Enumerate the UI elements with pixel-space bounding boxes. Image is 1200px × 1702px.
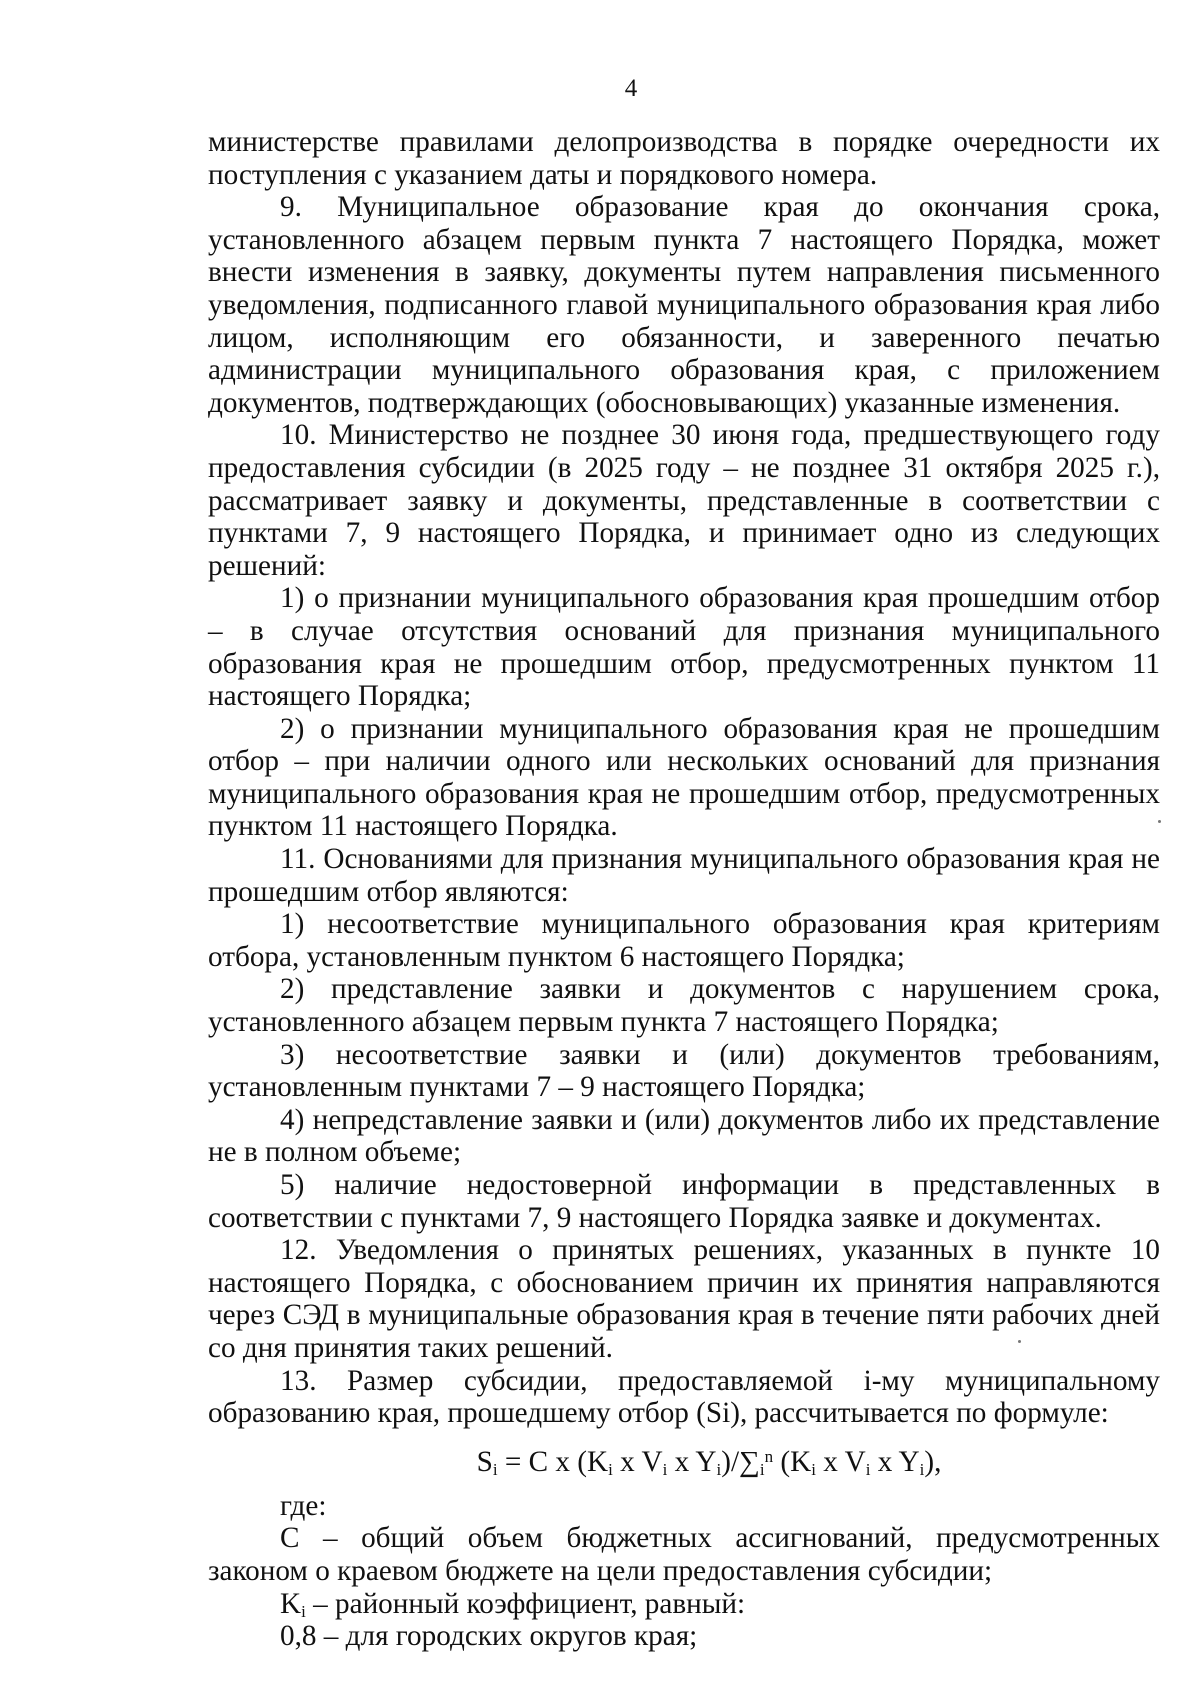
paragraph-11-item-3: 3) несоответствие заявки и (или) документов требованиям, установленным пунктами 7 – 9 настоящего Порядка;	[208, 1038, 1160, 1104]
k-value-urban-districts: 0,8 – для городских округов края;	[280, 1620, 698, 1653]
subsidy-formula: $S_i = C$ x ($K_i$ x $V_i$ x $Y_i)/\sum_i^n$ ($K_i$ x $V_i$ x $Y_i$),	[476, 1445, 942, 1479]
paragraph-12: 12. Уведомления о принятых решениях, указанных в пункте 10 настоящего Порядка, с обоснованием причин их принятия направляются через СЭД в муниципальные образования края в течение пяти рабочих дней со дня принятия таких решений.	[208, 1234, 1160, 1364]
paragraph-11-item-5: 5) наличие недостоверной информации в представленных в соответствии с пунктами 7, 9 настоящего Порядка заявке и документах.	[208, 1169, 1160, 1234]
paragraph-11-item-1: 1) несоответствие муниципального образования края критериям отбора, установленным пунктом 6 настоящего Порядка;	[208, 908, 1160, 973]
paragraph-10-item-2: 2) о признании муниципального образования края не прошедшим отбор – при наличии одного или нескольких оснований для признания муниципального образования края не прошедшим отбор, предусмотренных пунктом 11 настоящего Порядка.	[208, 712, 1160, 843]
paragraph-10-item-1: 1) о признании муниципального образования края прошедшим отбор – в случае отсутствия оснований для признания муниципального образования края не прошедшим отбор, предусмотренных пунктом 11 настоящего Порядка;	[208, 582, 1160, 713]
paragraph-10: 10. Министерство не позднее 30 июня года, предшествующего году предоставления субсидии (в 2025 году – не позднее 31 октября 2025 г.), рассматривает заявку и документы, представленные в соответствии с пунктами 7, 9 настоящего Порядка, и принимает одно из следующих решений:	[208, 419, 1160, 582]
definition-c: С – общий объем бюджетных ассигнований, предусмотренных законом о краевом бюджете на цели предоставления субсидии;	[208, 1522, 1160, 1587]
where-label: где:	[280, 1489, 327, 1522]
scan-speck	[1018, 1340, 1021, 1343]
scan-speck	[1158, 820, 1161, 823]
paragraph-13: 13. Размер субсидии, предоставляемой i-му муниципальному образованию края, прошедшему отбор (Si), рассчитывается по формуле:	[208, 1364, 1160, 1430]
paragraph-11: 11. Основаниями для признания муниципального образования края не прошедшим отбор являются:	[208, 843, 1160, 908]
paragraph-11-item-2: 2) представление заявки и документов с нарушением срока, установленного абзацем первым пункта 7 настоящего Порядка;	[208, 973, 1160, 1039]
paragraph-9: 9. Муниципальное образование края до окончания срока, установленного абзацем первым пункта 7 настоящего Порядка, может внести изменения в заявку, документы путем направления письменного уведомления, подписанного главой муниципального образования края либо лицом, исполняющим его обязанности, и заверенного печатью администрации муниципального образования края, с приложением документов, подтверждающих (обосновывающих) указанные изменения.	[208, 191, 1160, 419]
page-number: 4	[624, 75, 638, 102]
definition-k: $K_i$ – районный коэффициент, равный:	[280, 1587, 746, 1621]
document-body	[208, 126, 1160, 1653]
paragraph-8-continuation: министерстве правилами делопроизводства в порядке очередности их поступления с указанием даты и порядкового номера.	[208, 126, 1160, 191]
paragraph-11-item-4: 4) непредставление заявки и (или) документов либо их представление не в полном объеме;	[208, 1103, 1160, 1169]
